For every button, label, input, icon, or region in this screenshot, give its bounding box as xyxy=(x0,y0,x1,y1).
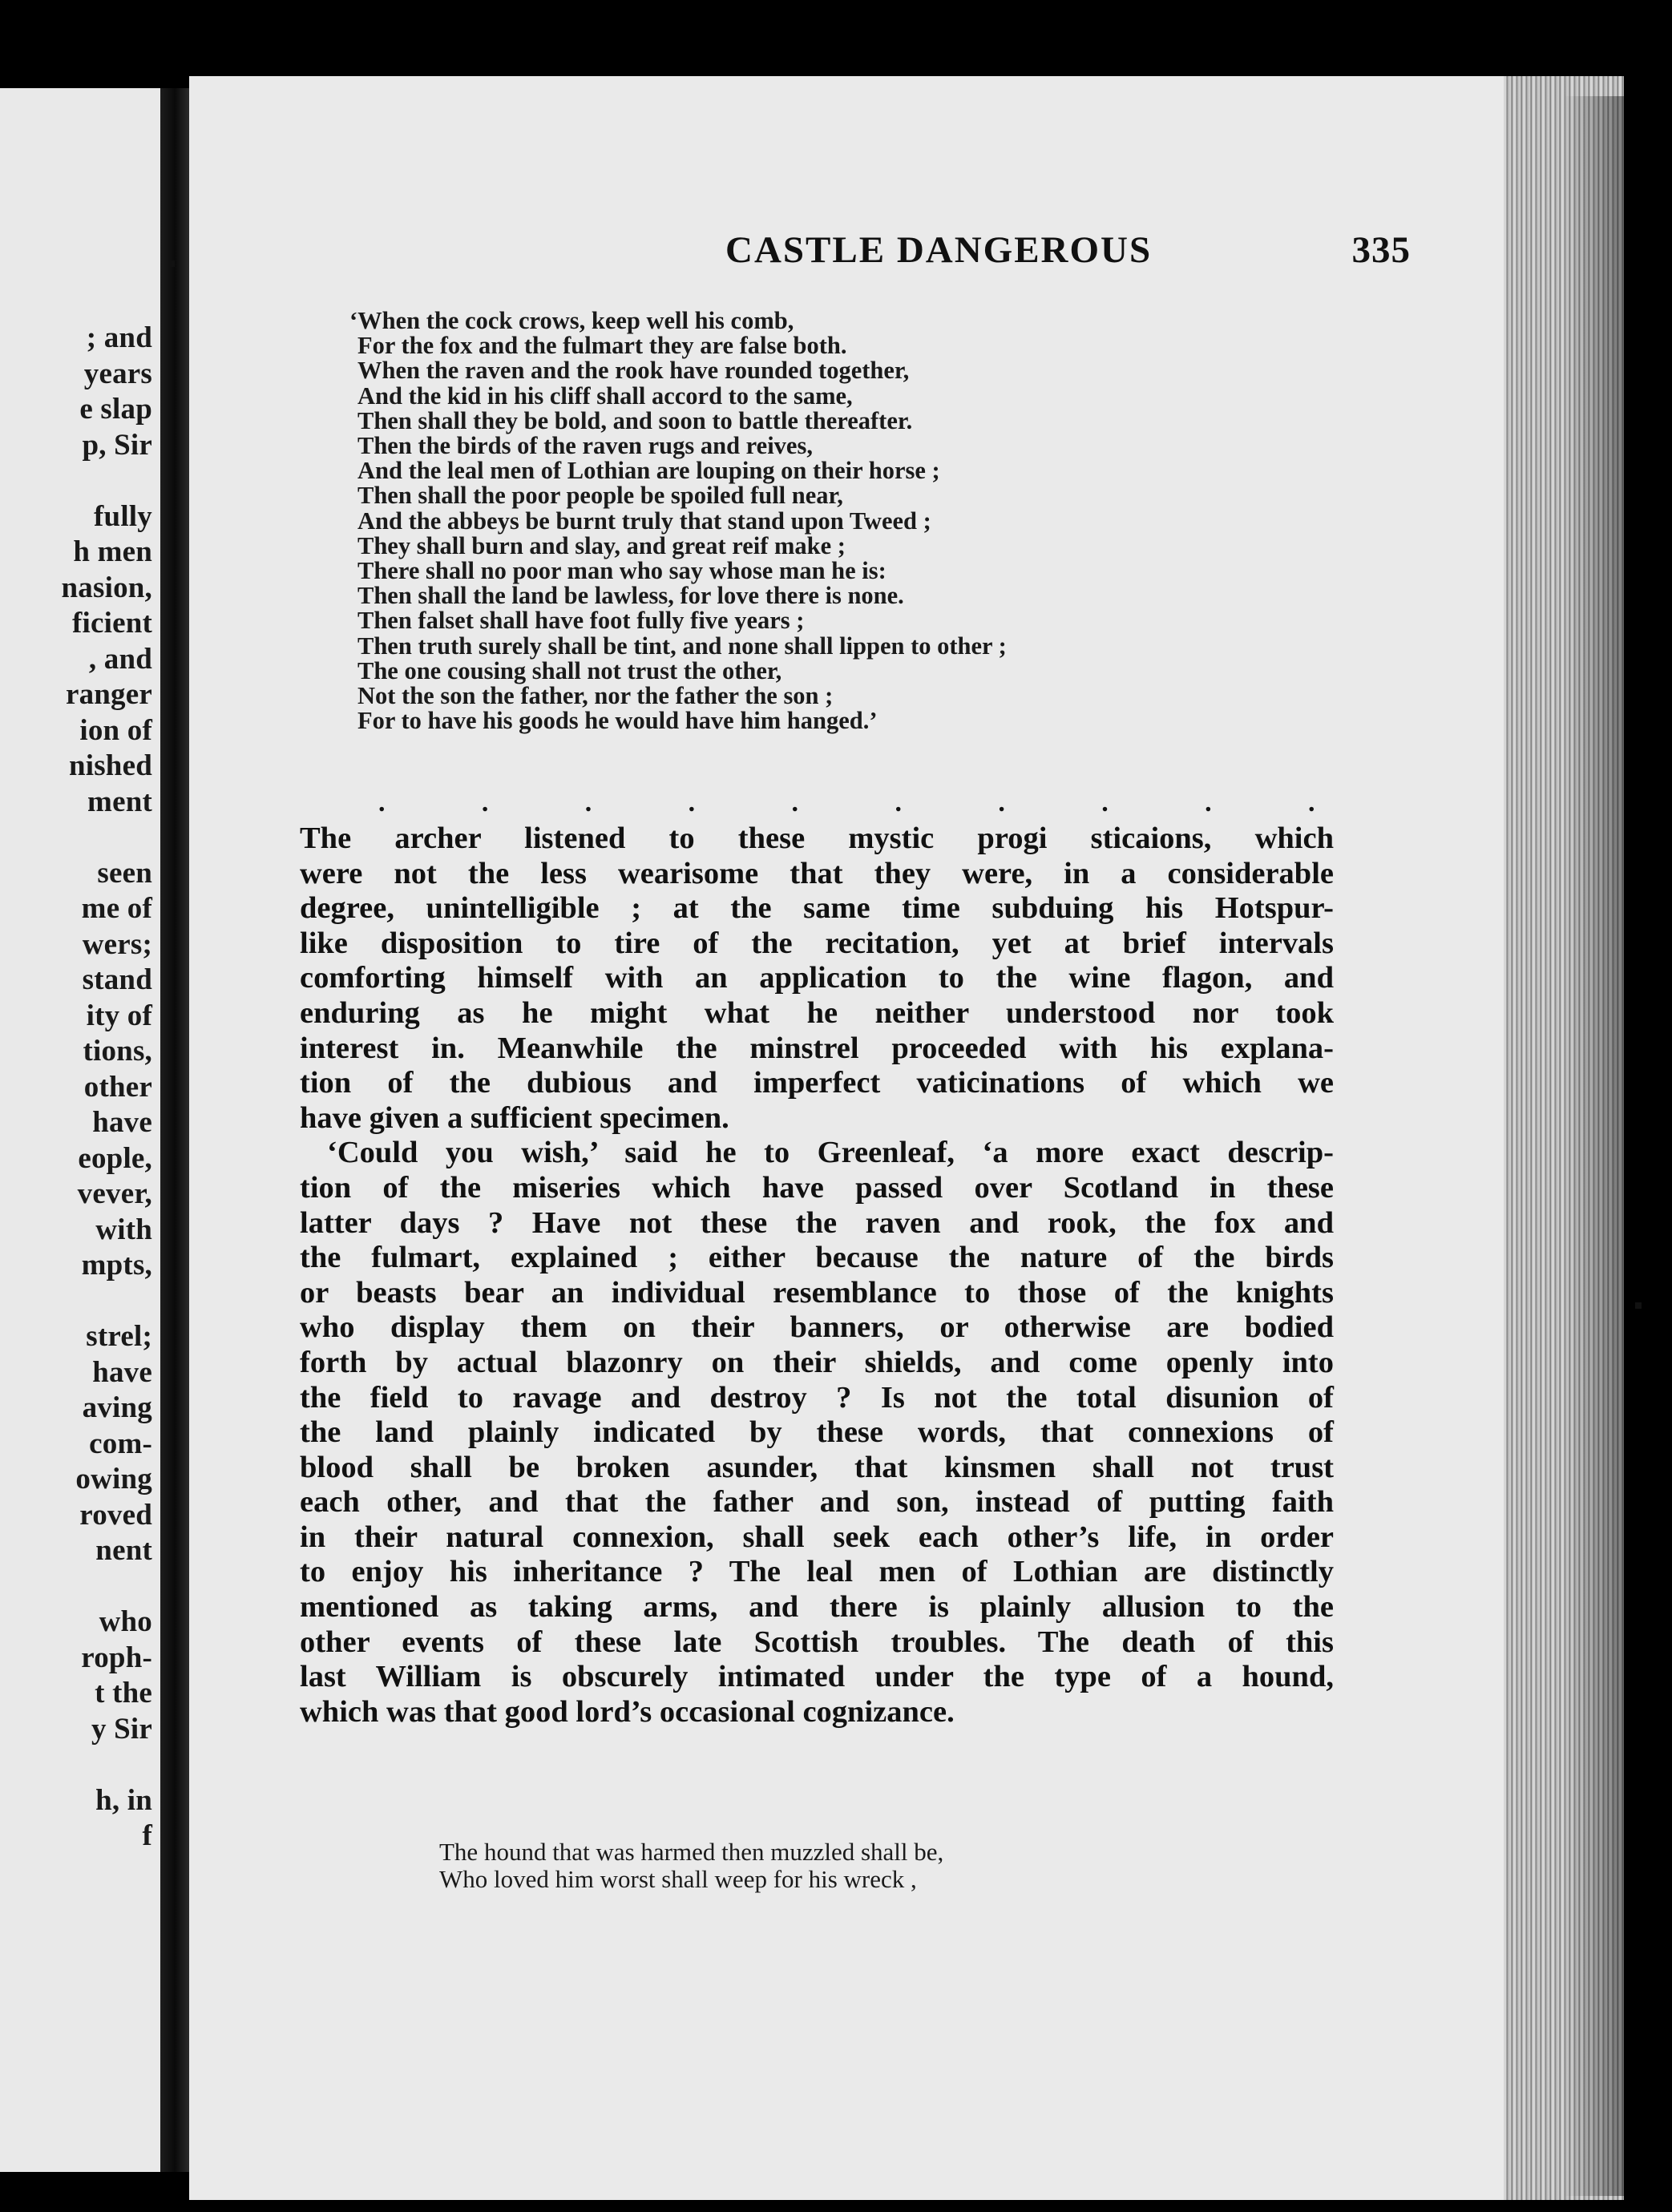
verse-line: For to have his goods he would have him hanged.’ xyxy=(357,707,878,735)
left-page-line: other xyxy=(83,1070,152,1104)
left-facing-page xyxy=(0,88,160,2172)
left-page-line: mpts, xyxy=(81,1249,152,1282)
prose-line: ‘Could you wish,’ said he to Greenleaf, ‘a more exact descrip- xyxy=(327,1136,1334,1170)
edge-shadow xyxy=(1563,96,1643,2196)
prose-line: other events of these late Scottish troubles. The death of this xyxy=(300,1625,1334,1659)
left-page-line: wers; xyxy=(82,927,152,961)
left-page-line: seen xyxy=(97,856,152,890)
prose-line: comforting himself with an application to the wine flagon, and xyxy=(300,961,1334,995)
ellipsis-dot: . xyxy=(1101,788,1109,817)
ellipsis-row xyxy=(378,788,1315,820)
book-gutter xyxy=(160,88,189,2172)
verse-line: Then truth surely shall be tint, and none shall lippen to other ; xyxy=(357,632,1007,660)
prose-line: blood shall be broken asunder, that kinsmen shall not trust xyxy=(300,1450,1334,1484)
prose-line: interest in. Meanwhile the minstrel proceeded with his explana- xyxy=(300,1031,1334,1065)
prose-line: latter days ? Have not these the raven and rook, the fox and xyxy=(300,1205,1334,1240)
verse-line: Then the birds of the raven rugs and reives, xyxy=(357,432,813,460)
left-page-line: eople, xyxy=(78,1141,152,1175)
prophecy-verse xyxy=(349,307,1239,735)
closing-verse-line: The hound that was harmed then muzzled shall be, xyxy=(439,1838,944,1866)
verse-line: There shall no poor man who say whose man he is: xyxy=(357,557,886,585)
left-page-line: y Sir xyxy=(91,1712,152,1746)
left-page-line: e slap xyxy=(79,393,152,426)
left-page-line: me of xyxy=(81,892,152,925)
left-page-line: h, in xyxy=(95,1783,152,1817)
left-page-line: years xyxy=(83,357,152,390)
left-page-line: owing xyxy=(75,1463,152,1496)
ellipsis-dot: . xyxy=(791,788,799,817)
left-page-line: stand xyxy=(82,963,152,996)
left-page-line: strel; xyxy=(86,1320,152,1353)
ellipsis-dot: . xyxy=(998,788,1005,817)
left-page-line: f xyxy=(142,1819,152,1852)
ellipsis-dot: . xyxy=(584,788,592,817)
left-page-gap xyxy=(0,820,152,856)
verse-line: Then shall they be bold, and soon to battle thereafter. xyxy=(357,406,913,434)
prose-line: enduring as he might what he neither understood nor took xyxy=(300,995,1334,1030)
ellipsis-dot: . xyxy=(481,788,489,817)
left-page-text xyxy=(0,321,152,1855)
prose-line: who display them on their banners, or otherwise are bodied xyxy=(300,1310,1334,1345)
prose-line: in their natural connexion, shall seek each other’s life, in order xyxy=(300,1520,1334,1554)
left-page-line: com- xyxy=(89,1427,152,1460)
verse-line: When the raven and the rook have rounded together, xyxy=(357,357,910,385)
running-title: CASTLE DANGEROUS xyxy=(725,229,1153,271)
ellipsis-dot: . xyxy=(1205,788,1212,817)
left-page-gap xyxy=(0,1747,152,1783)
left-page-line: nished xyxy=(68,749,152,782)
verse-line: The one cousing shall not trust the other, xyxy=(357,656,782,684)
verse-line: And the abbeys be burnt truly that stand upon Tweed ; xyxy=(357,507,931,535)
verse-line: And the kid in his cliff shall accord to the same, xyxy=(357,381,853,410)
verse-line: Then falset shall have foot fully five years ; xyxy=(357,607,805,635)
prose-line: tion of the miseries which have passed over Scotland in these xyxy=(300,1170,1334,1205)
prose-line: like disposition to tire of the recitation, yet at brief intervals xyxy=(300,926,1334,960)
left-page-line: ity of xyxy=(86,999,152,1032)
prose-line: The archer listened to these mystic progi sticaions, which xyxy=(300,821,1334,855)
left-page-line: fully xyxy=(94,499,152,533)
left-page-line: tions, xyxy=(83,1035,152,1068)
verse-line: And the leal men of Lothian are louping on their horse ; xyxy=(357,457,940,485)
verse-line: Not the son the father, nor the father the son ; xyxy=(357,682,834,710)
prose-line: mentioned as taking arms, and there is plainly allusion to the xyxy=(300,1590,1334,1625)
left-page-line: with xyxy=(95,1213,152,1246)
left-page-line: p, Sir xyxy=(82,428,152,462)
left-page-gap xyxy=(0,463,152,499)
prose-line: have given a sufficient specimen. xyxy=(300,1100,729,1135)
verse-line: For the fox and the fulmart they are false both. xyxy=(357,332,847,360)
ellipsis-dot: . xyxy=(378,788,386,817)
left-page-line: ion of xyxy=(79,713,152,747)
prose-line: degree, unintelligible ; at the same time subduing his Hotspur- xyxy=(300,891,1334,926)
verse-line: Then shall the land be lawless, for love there is none. xyxy=(357,582,904,610)
ellipsis-dot: . xyxy=(1308,788,1315,817)
left-page-line: ; and xyxy=(86,321,152,354)
right-page xyxy=(189,76,1504,2200)
left-page-line: nent xyxy=(95,1534,152,1567)
left-page-line: roph- xyxy=(81,1641,152,1674)
left-page-line: have xyxy=(92,1106,152,1139)
closing-couplet xyxy=(439,1839,1161,1893)
left-page-line: nasion, xyxy=(61,571,152,604)
closing-verse-line: Who loved him worst shall weep for his wreck , xyxy=(439,1865,917,1893)
left-page-gap xyxy=(0,1569,152,1605)
left-page-line: ranger xyxy=(65,678,152,711)
prose-body xyxy=(300,821,1334,1730)
left-page-line: vever, xyxy=(77,1177,152,1210)
prose-line: forth by actual blazonry on their shields, and come openly into xyxy=(300,1345,1334,1379)
left-page-line: have xyxy=(92,1355,152,1389)
prose-line: which was that good lord’s occasional cognizance. xyxy=(300,1694,955,1729)
left-page-gap xyxy=(0,1284,152,1320)
margin-mark xyxy=(168,260,175,267)
left-page-line: ment xyxy=(87,785,152,818)
page-number: 335 xyxy=(1351,229,1411,271)
verse-line: Then shall the poor people be spoiled full near, xyxy=(357,482,843,510)
left-page-line: aving xyxy=(82,1391,152,1424)
left-page-line: who xyxy=(99,1605,152,1638)
left-page-line: h men xyxy=(73,535,152,568)
prose-line: the field to ravage and destroy ? Is not the total disunion of xyxy=(300,1380,1334,1415)
prose-line: the land plainly indicated by these words, that connexions of xyxy=(300,1415,1334,1450)
prose-line: to enjoy his inheritance ? The leal men of Lothian are distinctly xyxy=(300,1555,1334,1589)
ellipsis-dot: . xyxy=(688,788,696,817)
left-page-line: , and xyxy=(88,642,152,676)
prose-line: last William is obscurely intimated under the type of a hound, xyxy=(300,1660,1334,1694)
prose-line: were not the less wearisome that they were, in a considerable xyxy=(300,856,1334,890)
ellipsis-dot: . xyxy=(895,788,902,817)
left-page-line: roved xyxy=(79,1498,152,1532)
verse-line: ‘When the cock crows, keep well his comb, xyxy=(349,307,794,334)
prose-line: each other, and that the father and son, instead of putting faith xyxy=(300,1485,1334,1520)
left-page-line: ficient xyxy=(71,607,152,640)
prose-line: tion of the dubious and imperfect vaticinations of which we xyxy=(300,1066,1334,1100)
prose-line: or beasts bear an individual resemblance to those of the knights xyxy=(300,1275,1334,1310)
verse-line: They shall burn and slay, and great reif make ; xyxy=(357,531,846,559)
left-page-line: t the xyxy=(95,1677,152,1709)
running-head xyxy=(537,228,1411,285)
prose-line: the fulmart, explained ; either because the nature of the birds xyxy=(300,1241,1334,1275)
margin-mark xyxy=(1635,1302,1642,1309)
